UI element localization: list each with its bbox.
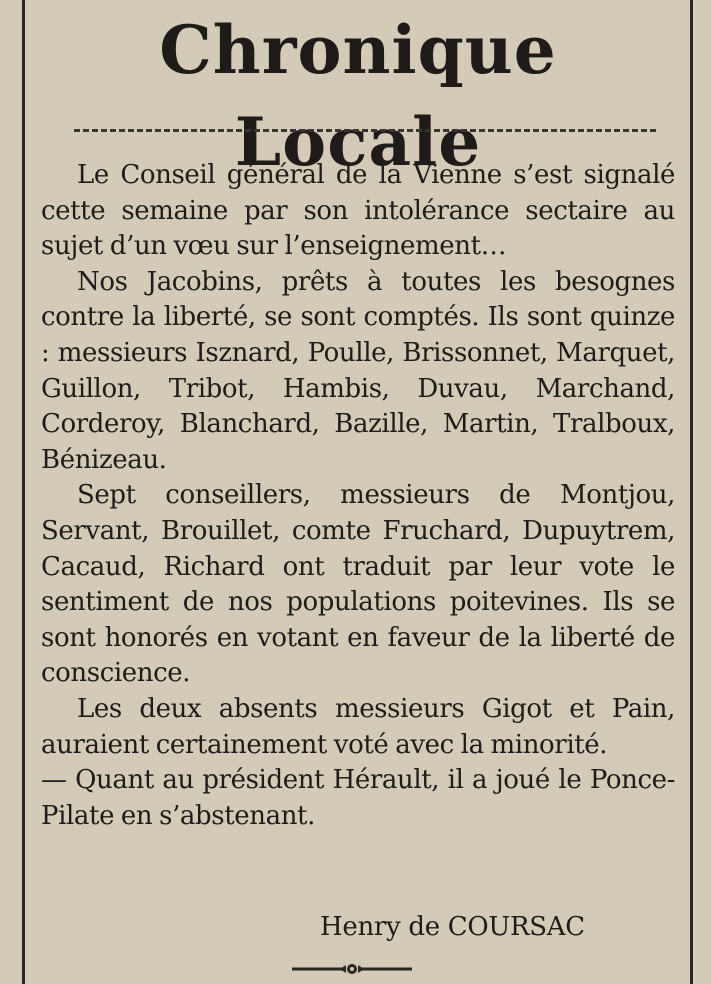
paragraph-2: Nos Jacobins, prêts à toutes les besognes contre la liberté, se sont comptés. Ils sont quinze : messieurs Isznard, Poulle, Brissonnet, Marquet, Guillon, Tribot, Hambis, Duvau, Marchand, Corderoy, Blanchard, Bazille, Martin, Tralboux, Bénizeau. xyxy=(41,266,675,475)
headline-divider xyxy=(74,129,656,132)
paragraph-5: — Quant au président Hérault, il a joué le Ponce-Pilate en s’abstenant. xyxy=(41,765,675,831)
paragraph-1: Le Conseil général de la Vienne s’est signalé cette semaine par son intolérance sectaire au sujet d’un vœu sur l’enseignement… xyxy=(41,160,675,262)
column-rule-right xyxy=(690,0,693,984)
article-body xyxy=(41,158,675,834)
paragraph-3: Sept conseillers, messieurs de Montjou, Servant, Brouillet, comte Fruchard, Dupuytrem, Cacaud, Richard ont traduit par leur vote le sentiment de nos populations poitevines. Ils se sont honorés en votant en faveur de la liberté de conscience. xyxy=(41,480,675,689)
headline: Chronique Locale xyxy=(159,11,557,181)
end-ornament-icon xyxy=(290,962,414,976)
column-rule-left xyxy=(22,0,25,984)
paragraph-4: Les deux absents messieurs Gigot et Pain, auraient certainement voté avec la minorité. xyxy=(41,693,675,760)
author-signature: Henry de COURSAC xyxy=(320,912,585,942)
